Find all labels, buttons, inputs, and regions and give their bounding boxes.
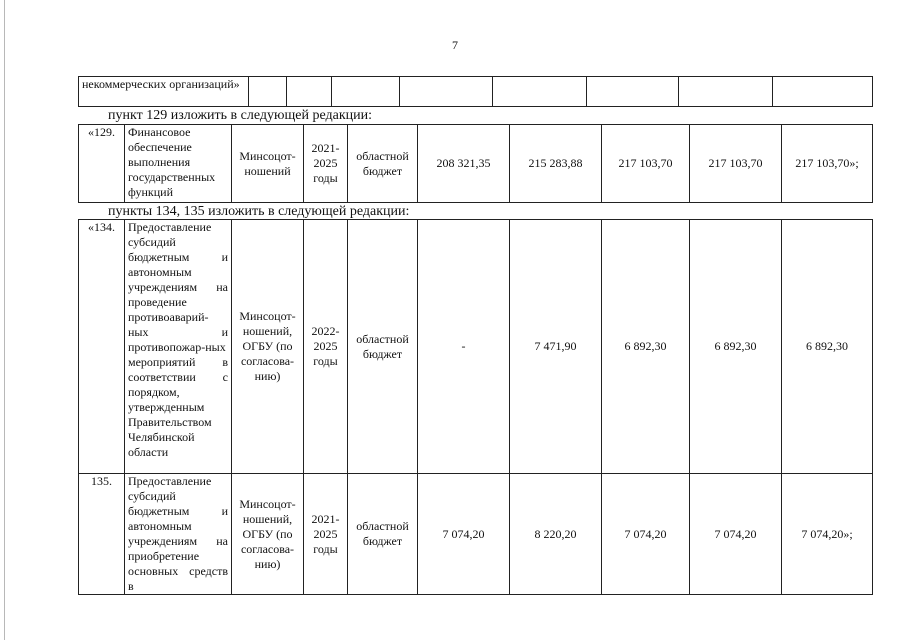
page-edge-rule [4,0,5,640]
row-executor: Минсоцот- ношений [232,125,304,203]
table-top-remnant [78,76,873,107]
table-row [79,77,873,107]
note-items-134-135: пункты 134, 135 изложить в следующей редакции: [108,204,410,219]
table-row [79,125,873,203]
table-row [79,474,873,595]
row-source: областной бюджет [348,125,418,203]
row-number: «129. [79,125,125,203]
empty-cell [249,77,287,107]
row-value-1: - [418,220,510,474]
row-value-3: 7 074,20 [602,474,690,595]
page-number: 7 [452,38,458,52]
empty-cell [679,77,773,107]
row-value-1: 208 321,35 [418,125,510,203]
row-value-4: 6 892,30 [690,220,782,474]
row-value-2: 8 220,20 [510,474,602,595]
row-value-2: 215 283,88 [510,125,602,203]
row-value-5: 7 074,20»; [782,474,873,595]
table-row [79,220,873,474]
row-name: Предоставление субсидий бюджетным и автономным учреждениям на приобретение основных средств в [125,474,232,595]
row-name: Предоставление субсидий бюджетным и автономным учреждениям на проведение противоаварий-ных и противопожар-ных мероприятий в соответствии с порядком, утвержденным Правительством Челябинской области [125,220,232,474]
row-executor: Минсоцот- ношений, ОГБУ (по согласова- нию) [232,474,304,595]
row-number: «134. [79,220,125,474]
row-period: 2022- 2025 годы [304,220,348,474]
empty-cell [332,77,400,107]
row-period: 2021- 2025 годы [304,125,348,203]
note-item-129: пункт 129 изложить в следующей редакции: [108,108,372,123]
empty-cell [773,77,873,107]
row-executor: Минсоцот- ношений, ОГБУ (по согласова- нию) [232,220,304,474]
row-value-4: 217 103,70 [690,125,782,203]
row-period: 2021- 2025 годы [304,474,348,595]
empty-cell [400,77,493,107]
row-value-5: 217 103,70»; [782,125,873,203]
row-source: областной бюджет [348,474,418,595]
empty-cell [493,77,587,107]
row-value-5: 6 892,30 [782,220,873,474]
row-number: 135. [79,474,125,595]
row-value-1: 7 074,20 [418,474,510,595]
empty-cell [287,77,332,107]
row-source: областной бюджет [348,220,418,474]
row-value-4: 7 074,20 [690,474,782,595]
row-value-3: 217 103,70 [602,125,690,203]
row-name-cell: некоммерческих организаций» [79,77,249,107]
row-value-3: 6 892,30 [602,220,690,474]
empty-cell [587,77,679,107]
table-item-129 [78,124,873,203]
row-name: Финансовое обеспечение выполнения государственных функций [125,125,232,203]
row-value-2: 7 471,90 [510,220,602,474]
table-items-134-135 [78,219,873,595]
